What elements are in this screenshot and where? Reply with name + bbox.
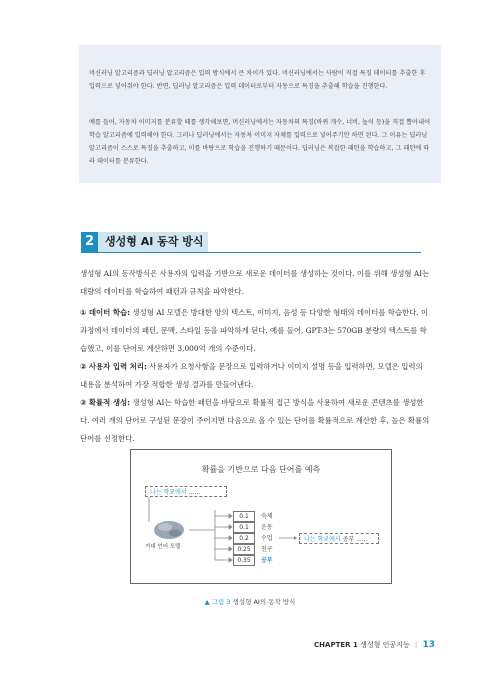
section-rule <box>81 252 421 253</box>
figure-caption <box>0 597 500 606</box>
item-1-lead: ① 데이터 학습: <box>80 308 131 317</box>
prob-box: 0.1 <box>233 522 255 533</box>
input-dots: ...... <box>188 489 201 496</box>
prob-box: 0.2 <box>233 533 255 544</box>
item-2-text: 사용자가 요청사항을 문장으로 입력하거나 이미지 설명 등을 입력하면, 모델은 입력의 내용을 분석하여 가장 적합한 생성 결과를 만들어낸다. <box>80 362 423 389</box>
output-prefix: 나는 학교에서 <box>304 536 341 543</box>
item-2-lead: ② 사용자 입력 처리: <box>80 362 147 371</box>
list-item-3 <box>80 394 430 448</box>
section-intro: 생성형 AI의 동작방식은 사용자의 입력을 기반으로 새로운 데이터를 생성하는 것이다. 이를 위해 생성형 AI는 대량의 데이터를 학습하여 패턴과 규칙을 파악한다. <box>80 269 430 296</box>
section-number: 2 <box>81 232 98 252</box>
list-item-1 <box>80 304 430 358</box>
page-number: 13 <box>422 640 435 650</box>
footer-divider: | <box>414 641 418 649</box>
footer-chapter-title: 생성형 인공지능 <box>360 641 410 649</box>
item-3-lead: ③ 확률적 생성: <box>80 398 131 407</box>
output-dots: ...... <box>356 536 368 543</box>
page-footer <box>314 640 435 650</box>
candidate-word: 수업 <box>261 535 273 542</box>
figure-diagram <box>130 449 392 584</box>
output-word: 공부 <box>342 536 355 543</box>
candidate-word: 숙제 <box>261 513 273 520</box>
prob-box: 0.25 <box>233 544 255 555</box>
candidate-word-selected: 공부 <box>261 557 273 564</box>
note-paragraph-2: 예를 들어, 자동차 이미지를 분류할 때를 생각해보면, 머신러닝에서는 자동차의 특징(바퀴 개수, 너비, 높이 등)을 직접 뽑아내어 학습 알고리즘에 입력해야 한다. 그러나 딥러닝에서는 자동차 이미지 자체를 입력으로 넣어주기만 하면 된다. 그 이유는 딥러닝 알고리즘이 스스로 특징을 추출하고, 이를 바탕으로 학습을 진행하기 때문이다. 딥러닝은 복잡한 패턴을 학습하고, 그 패턴에 따라 데이터를 분류한다. <box>89 119 431 165</box>
brain-icon <box>154 521 184 539</box>
figure-title: 확률을 기반으로 다음 단어를 예측 <box>201 465 321 474</box>
prob-box: 0.1 <box>233 511 255 522</box>
section-title: 생성형 AI 동작 방식 <box>98 232 208 252</box>
input-text: 나는 학교에서 <box>150 489 187 496</box>
candidate-word: 운동 <box>261 524 273 531</box>
output-sentence-box <box>299 533 379 544</box>
item-1-text: 생성형 AI 모델은 방대한 양의 텍스트, 이미지, 음성 등 다양한 형태의 데이터를 학습한다. 이 과정에서 데이터의 패턴, 문맥, 스타일 등을 파악하게 된다. 예를 들어, GPT-3는 570GB 분량의 텍스트를 학습했고, 이를 단어로 계산하면 3,000억 개의 수준이다. <box>80 308 429 353</box>
note-box <box>79 45 441 183</box>
caption-text: 생성형 AI의 동작 방식 <box>232 598 296 606</box>
list-item-2 <box>80 358 430 394</box>
candidate-word: 친구 <box>261 546 273 553</box>
item-3-text: 생성형 AI는 학습한 패턴을 바탕으로 확률적 접근 방식을 사용하여 새로운 콘텐츠를 생성한다. 여러 개의 단어로 구성된 문장이 주어지면 다음으로 올 수 있는 단어를 확률적으로 계산한 후, 높은 확률의 단어를 선정한다. <box>80 398 430 443</box>
model-label: 거대 언어 모델 <box>145 544 181 550</box>
note-paragraph-1: 머신러닝 알고리즘과 딥러닝 알고리즘은 입력 방식에서 큰 차이가 있다. 머신러닝에서는 사람이 직접 특징 데이터를 추출한 후 입력으로 넣어줘야 한다. 반면, 딥러닝 알고리즘은 입력 데이터로부터 자동으로 특징을 추출해 학습을 진행한다. <box>89 70 426 90</box>
footer-chapter: CHAPTER 1 <box>314 641 358 649</box>
section-heading <box>81 232 421 252</box>
prob-box: 0.35 <box>233 555 255 566</box>
caption-number: ▲ 그림 3 <box>204 598 231 606</box>
